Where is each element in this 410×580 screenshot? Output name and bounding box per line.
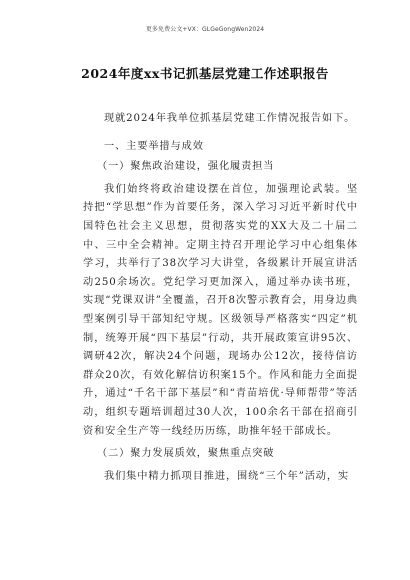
intro-paragraph: 现就2024年我单位抓基层党建工作情况报告如下。 [104,113,356,124]
subsection-heading-2: （二）聚力发展质效，聚焦重点突破 [97,448,275,460]
section-heading-1: 一、主要举措与成效 [104,140,204,152]
subsection-heading-1: （一）聚焦政治建设，强化履责担当 [97,161,275,173]
body-paragraph-1: 我们始终将政治建设摆在首位，加强理论武装。坚持把“学思想”作为首要任务，深入学习习近平新时代中国特色社会主义思想，贯彻落实党的XX大及二十届二中、三中全会精神。定期主持召开理论学习中心组集体学习，共举行了38次学习大讲堂，各级累计开展宣讲活动250余场次。党纪学习更加深入，通过举办读书班，实现“党课双讲”全覆盖，召开8次警示教育会，用身边典型案例引导干部知纪守规。区级领导严格落实“四定”机制，统筹开展“四下基层”行动，共开展政策宣讲95次、调研42次，解决24个问题，现场办公12次，接待信访群众20次，有效化解信访积案15个。作风和能力全面提升，通过“千名干部下基层”和“青苗培优·导师帮带”等活动，组织专题培训超过30人次，100余名干部在招商引资和安全生产等一线经历历练，助推年轻干部成长。 [83,183,358,437]
document-title: 2024年度xx书记抓基层党建工作述职报告 [81,66,329,81]
body-paragraph-2: 我们集中精力抓项目推进，围绕“三个年”活动，实 [104,470,350,482]
header-watermark: 更多免费公文+VX：GLGeGongWen2024 [145,26,265,33]
document-body [83,110,358,486]
